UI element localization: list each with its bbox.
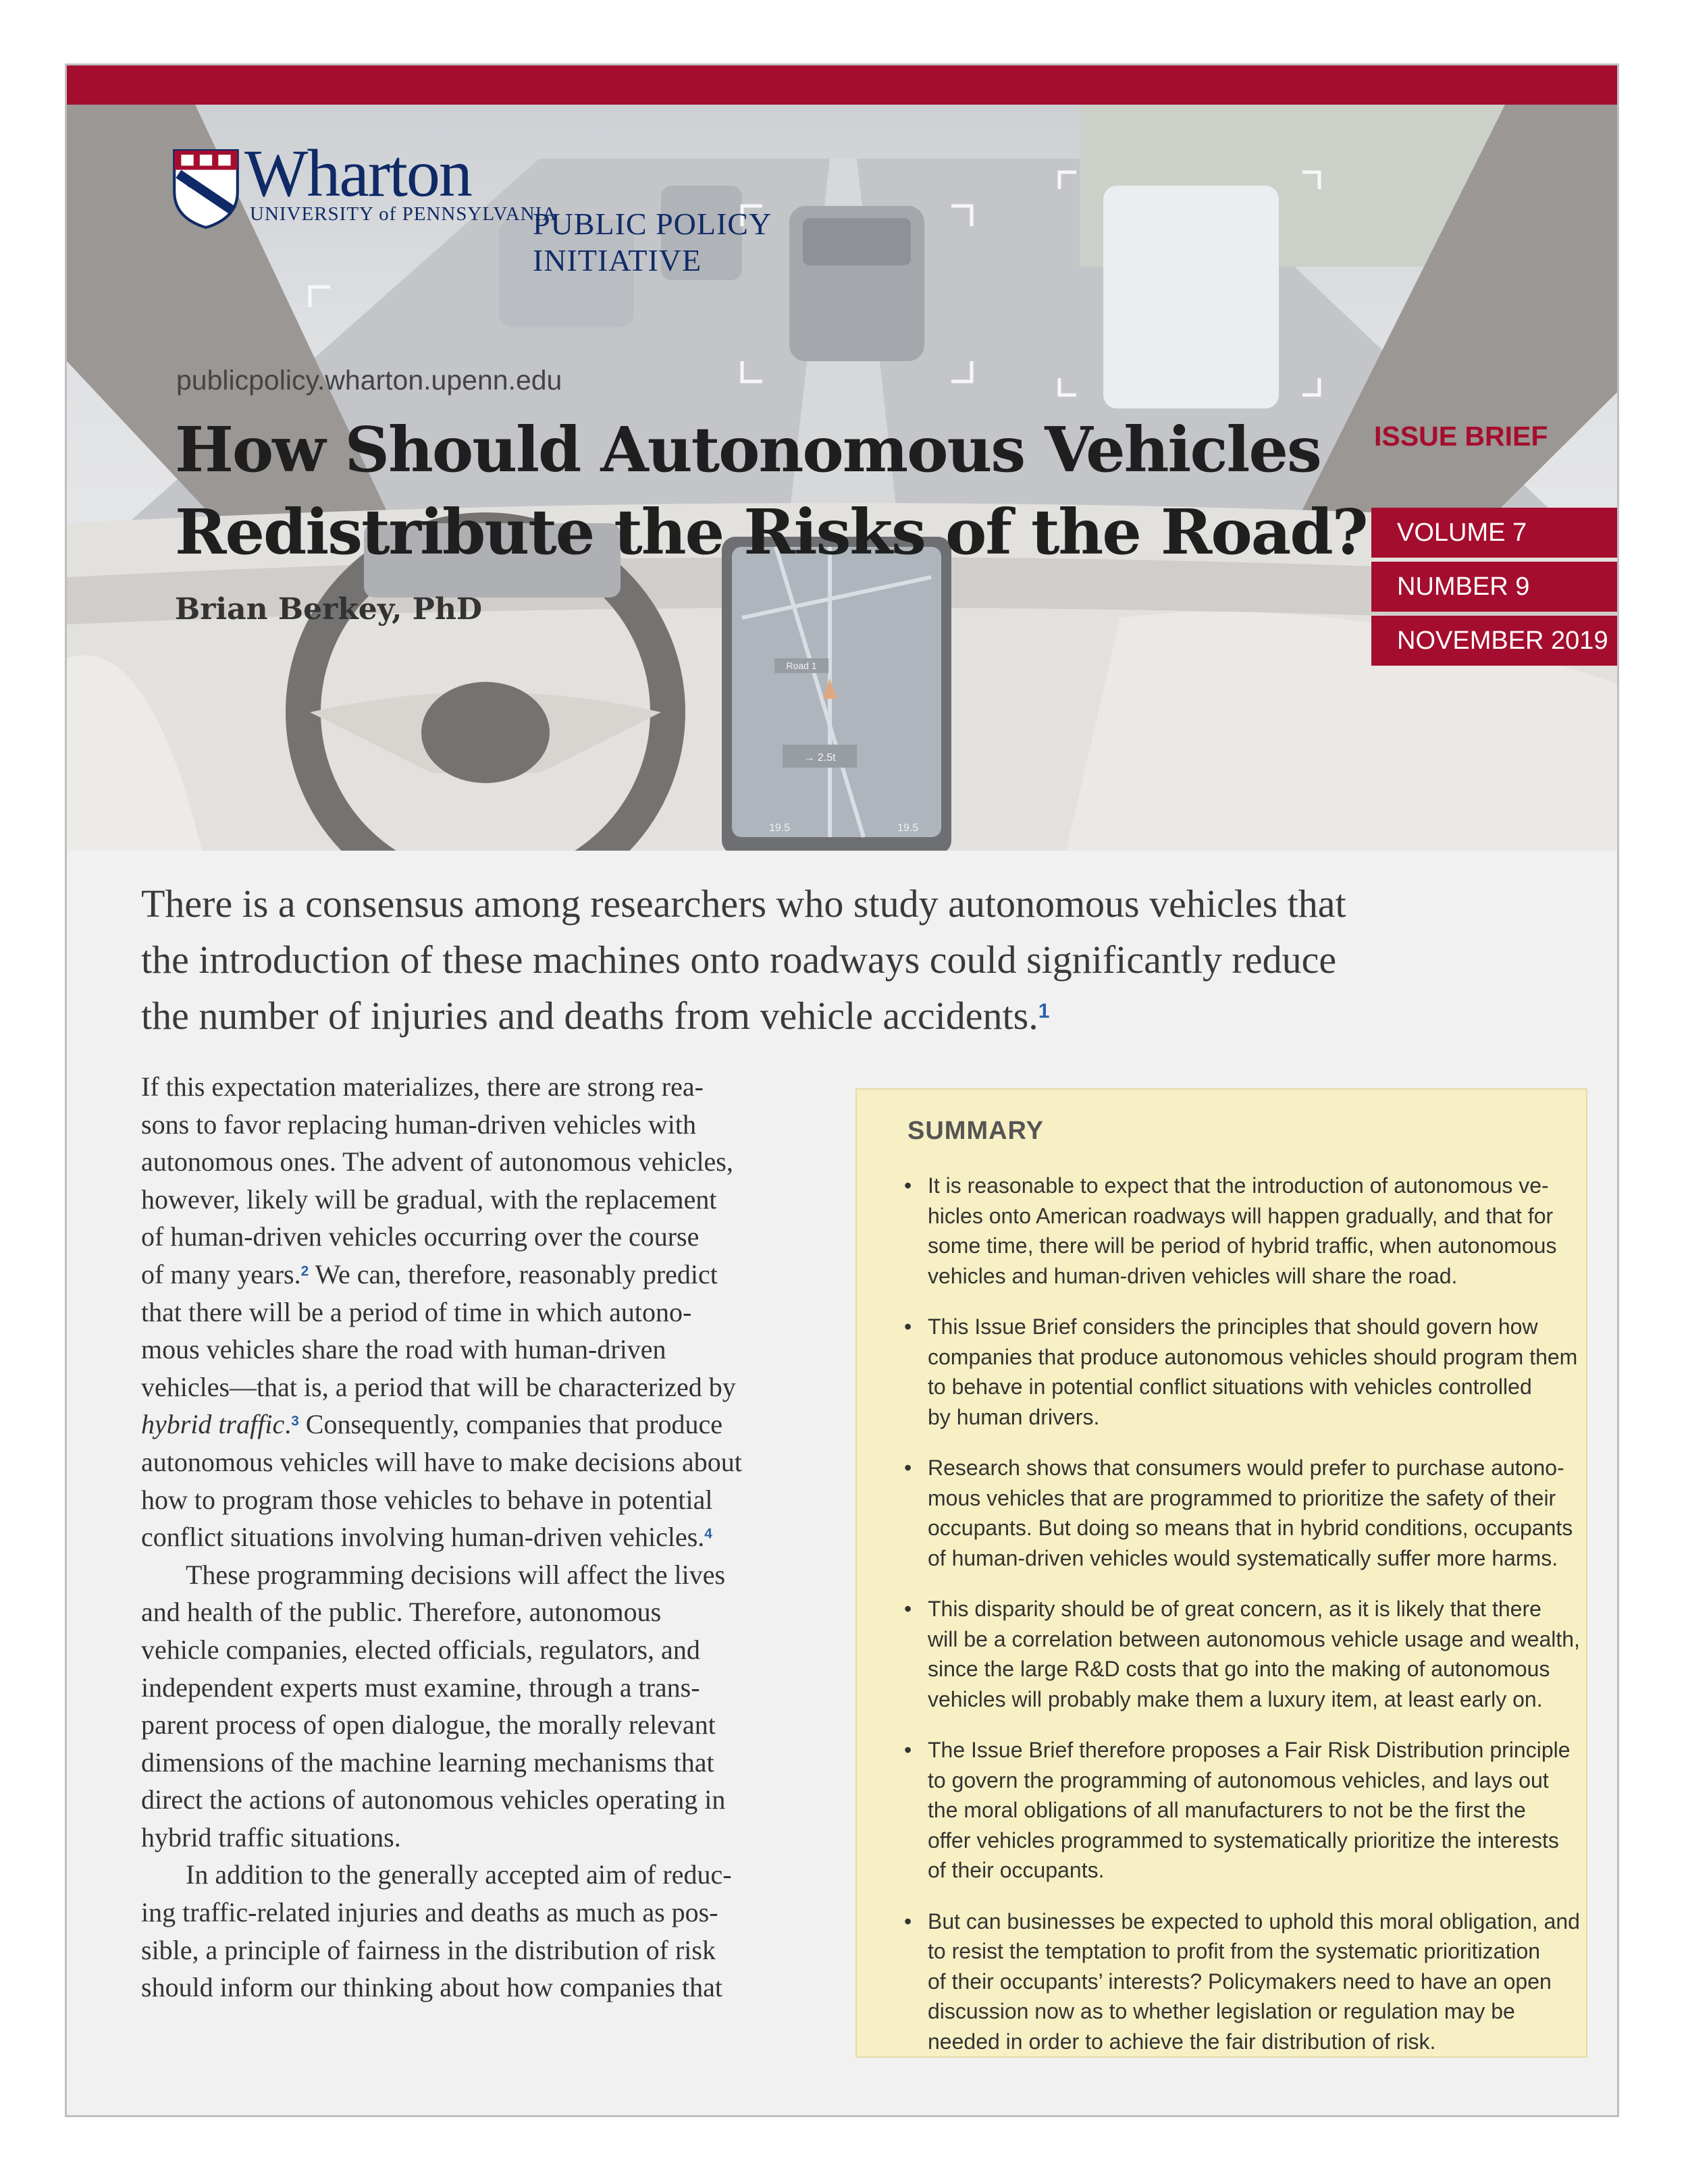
body-column bbox=[141, 1068, 803, 2006]
bullet-icon: • bbox=[904, 1738, 912, 1762]
lead-line-2: the introduction of these machines onto roadways could significantly reduce bbox=[141, 938, 1337, 982]
summary-item bbox=[904, 1594, 1580, 1714]
summary-line: since the large R&D costs that go into the making of autonomous bbox=[928, 1657, 1550, 1681]
summary-line: vehicles will probably make them a luxury item, at least early on. bbox=[928, 1686, 1543, 1711]
summary-line: occupants. But doing so means that in hybrid conditions, occupants bbox=[928, 1516, 1573, 1540]
footnote-ref-4[interactable]: 4 bbox=[704, 1526, 712, 1542]
body-line: In addition to the generally accepted aim of reduc- bbox=[186, 1859, 732, 1890]
summary-line: It is reasonable to expect that the introduction of autonomous ve- bbox=[928, 1173, 1549, 1198]
number-badge: NUMBER 9 bbox=[1371, 562, 1617, 612]
public-policy-initiative bbox=[533, 206, 772, 279]
lead-line-3: the number of injuries and deaths from vehicle accidents. bbox=[141, 994, 1038, 1038]
summary-heading: SUMMARY bbox=[907, 1117, 1044, 1145]
footnote-ref-2[interactable]: 2 bbox=[300, 1263, 309, 1279]
body-line bbox=[141, 1406, 803, 1443]
body-text: We can, therefore, reasonably predict bbox=[309, 1258, 718, 1289]
header-banner bbox=[67, 105, 1617, 851]
lead-line-1: There is a consensus among researchers who study autonomous vehicles that bbox=[141, 882, 1346, 926]
title-line-1: How Should Autonomous Vehicles bbox=[175, 413, 1321, 486]
summary-line: vehicles and human-driven vehicles will share the road. bbox=[928, 1263, 1458, 1288]
wharton-wordmark: Wharton bbox=[244, 136, 471, 211]
summary-line: will be a correlation between autonomous vehicle usage and wealth, bbox=[928, 1626, 1580, 1651]
website-url[interactable]: publicpolicy.wharton.upenn.edu bbox=[176, 365, 562, 396]
body-line: sible, a principle of fairness in the distribution of risk bbox=[141, 1934, 716, 1965]
bullet-icon: • bbox=[904, 1173, 912, 1198]
map-road-label: Road 1 bbox=[786, 660, 817, 671]
bullet-icon: • bbox=[904, 1909, 912, 1934]
summary-line: companies that produce autonomous vehicles should program them bbox=[928, 1344, 1578, 1369]
summary-line: needed in order to achieve the fair distribution of risk. bbox=[928, 2029, 1436, 2054]
summary-item bbox=[904, 1735, 1571, 1886]
summary-line: to behave in potential conflict situations with vehicles controlled bbox=[928, 1375, 1532, 1399]
body-line: dimensions of the machine learning mechanisms that bbox=[141, 1747, 714, 1778]
top-accent-bar bbox=[67, 65, 1617, 105]
body-line: however, likely will be gradual, with the replacement bbox=[141, 1183, 717, 1215]
body-line: should inform our thinking about how companies that bbox=[141, 1972, 722, 2003]
body-line: ing traffic-related injuries and deaths as much as pos- bbox=[141, 1897, 718, 1928]
issue-brief-label: ISSUE BRIEF bbox=[1374, 421, 1548, 452]
summary-list bbox=[904, 1171, 1580, 2077]
body-text: . bbox=[284, 1409, 292, 1440]
summary-line: of their occupants’ interests? Policymakers need to have an open bbox=[928, 1969, 1552, 1994]
bullet-icon: • bbox=[904, 1597, 912, 1621]
body-line: that there will be a period of time in which autono- bbox=[141, 1296, 692, 1327]
summary-line: But can businesses be expected to uphold this moral obligation, and bbox=[928, 1909, 1580, 1934]
hybrid-traffic-term: hybrid traffic bbox=[141, 1409, 285, 1440]
summary-item bbox=[904, 1171, 1557, 1291]
body-line: mous vehicles share the road with human-driven bbox=[141, 1334, 666, 1365]
summary-line: some time, there will be period of hybrid traffic, when autonomous bbox=[928, 1233, 1557, 1258]
temp-right: 19.5 bbox=[897, 822, 919, 834]
summary-line: offer vehicles programmed to systematically prioritize the interests bbox=[928, 1828, 1559, 1853]
ppi-line-2: INITIATIVE bbox=[533, 243, 702, 277]
summary-line: The Issue Brief therefore proposes a Fair Risk Distribution principle bbox=[928, 1738, 1571, 1762]
author-name: Brian Berkey, PhD bbox=[175, 592, 482, 627]
body-line: autonomous ones. The advent of autonomous vehicles, bbox=[141, 1146, 733, 1177]
body-line: how to program those vehicles to behave in potential bbox=[141, 1484, 713, 1515]
summary-line: hicles onto American roadways will happen gradually, and that for bbox=[928, 1203, 1554, 1228]
summary-line: mous vehicles that are programmed to prioritize the safety of their bbox=[928, 1485, 1556, 1510]
ppi-line-1: PUBLIC POLICY bbox=[533, 207, 772, 241]
summary-line: by human drivers. bbox=[928, 1404, 1100, 1429]
body-line: parent process of open dialogue, the morally relevant bbox=[141, 1709, 716, 1740]
university-name: UNIVERSITY of PENNSYLVANIA bbox=[250, 203, 558, 225]
summary-line: of their occupants. bbox=[928, 1858, 1105, 1882]
summary-item bbox=[904, 1907, 1580, 2057]
body-text: conflict situations involving human-driven vehicles. bbox=[141, 1522, 705, 1553]
penn-shield-icon bbox=[172, 149, 240, 229]
bullet-icon: • bbox=[904, 1314, 912, 1339]
body-line: autonomous vehicles will have to make decisions about bbox=[141, 1446, 742, 1477]
bullet-icon: • bbox=[904, 1456, 912, 1480]
page-title bbox=[175, 408, 1390, 573]
body-line: These programming decisions will affect the lives bbox=[186, 1559, 726, 1590]
summary-item bbox=[904, 1312, 1578, 1432]
body-line: of human-driven vehicles occurring over the course bbox=[141, 1221, 700, 1252]
body-line: vehicles—that is, a period that will be characterized by bbox=[141, 1371, 736, 1402]
summary-line: the moral obligations of all manufacturers to not be the first the bbox=[928, 1798, 1526, 1822]
summary-line: to resist the temptation to profit from the systematic prioritization bbox=[928, 1939, 1541, 1963]
body-line bbox=[141, 1256, 803, 1294]
footnote-ref-3[interactable]: 3 bbox=[291, 1413, 299, 1429]
body-line: independent experts must examine, through a trans- bbox=[141, 1672, 700, 1703]
document-page bbox=[65, 63, 1619, 2117]
body-line: If this expectation materializes, there are strong rea- bbox=[141, 1071, 704, 1102]
summary-line: Research shows that consumers would prefer to purchase autono- bbox=[928, 1456, 1564, 1480]
summary-line: This Issue Brief considers the principles that should govern how bbox=[928, 1314, 1538, 1339]
volume-badge: VOLUME 7 bbox=[1371, 508, 1617, 558]
map-distance-label: → 2.5t bbox=[803, 752, 836, 764]
title-line-2: Redistribute the Risks of the Road? bbox=[175, 496, 1367, 568]
lead-paragraph bbox=[141, 876, 1579, 1044]
summary-line: discussion now as to whether legislation or regulation may be bbox=[928, 1999, 1515, 2023]
date-badge: NOVEMBER 2019 bbox=[1371, 616, 1617, 666]
summary-item bbox=[904, 1453, 1573, 1573]
summary-line: to govern the programming of autonomous vehicles, and lays out bbox=[928, 1767, 1549, 1792]
body-line bbox=[141, 1518, 803, 1556]
summary-line: of human-driven vehicles would systematically suffer more harms. bbox=[928, 1545, 1558, 1570]
footnote-ref-1[interactable]: 1 bbox=[1038, 1000, 1050, 1023]
summary-line: This disparity should be of great concern, as it is likely that there bbox=[928, 1597, 1541, 1621]
body-text: of many years. bbox=[141, 1258, 301, 1289]
body-line: sons to favor replacing human-driven vehicles with bbox=[141, 1109, 696, 1140]
body-line: hybrid traffic situations. bbox=[141, 1821, 401, 1853]
summary-box bbox=[855, 1088, 1587, 2058]
temp-left: 19.5 bbox=[769, 822, 791, 834]
body-line: and health of the public. Therefore, autonomous bbox=[141, 1597, 662, 1628]
body-line: vehicle companies, elected officials, regulators, and bbox=[141, 1634, 700, 1665]
body-line: direct the actions of autonomous vehicles operating in bbox=[141, 1784, 726, 1815]
body-text: Consequently, companies that produce bbox=[298, 1409, 723, 1440]
